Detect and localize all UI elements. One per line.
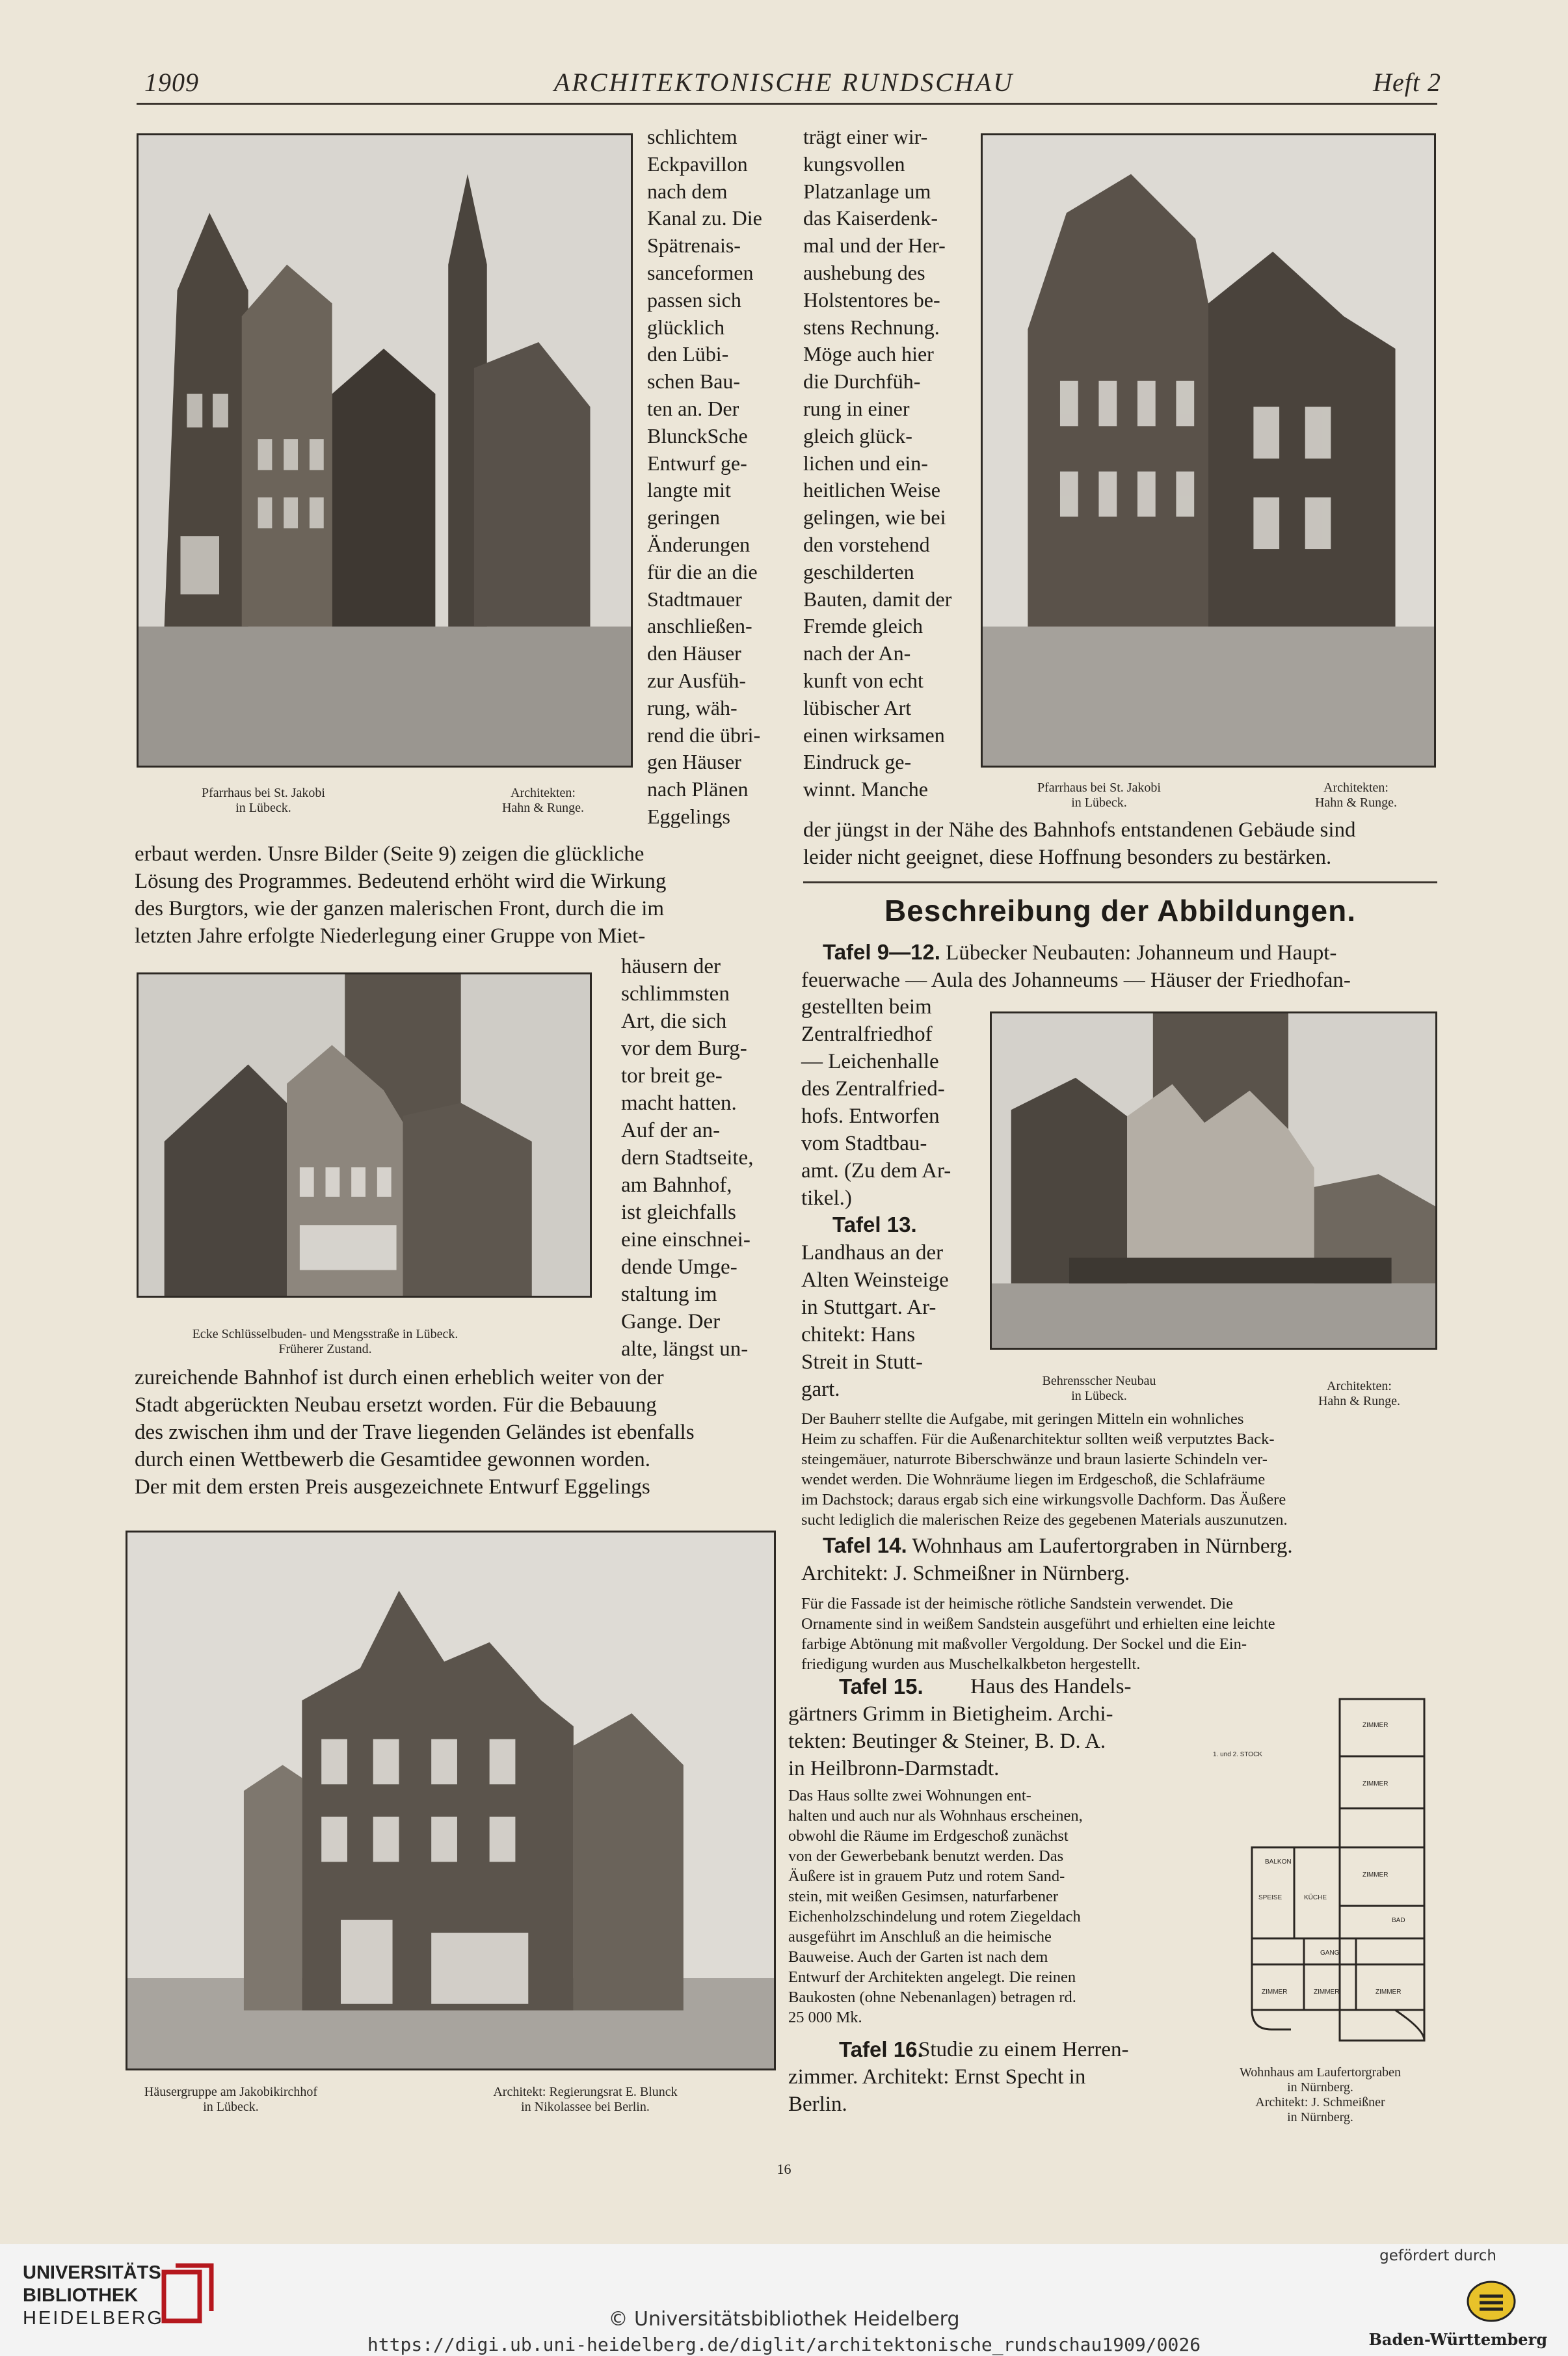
library-line-3: HEIDELBERG bbox=[23, 2308, 164, 2329]
tafel-14-description: Für die Fassade ist der heimische rötliche Sandstein verwendet. Die Ornamente sind in weißem Sandstein ausgeführt und erhielten eine leichte farbige Abtönung mit maßvoller Vergoldung. Der Sockel und die Ein- friedigung wurden aus Muschelkalkbeton hergestellt. bbox=[801, 1595, 1275, 1673]
plan-room-3: ZIMMER bbox=[1362, 1871, 1389, 1879]
plan-speise: SPEISE bbox=[1258, 1894, 1282, 1901]
tafel-9-12-cont: gestellten beim Zentralfriedhof — Leichenhalle des Zentralfried- hofs. Entworfen vom Stadtbau- amt. (Zu dem Ar- tikel.) bbox=[801, 995, 951, 1210]
header-year: 1909 bbox=[144, 68, 199, 97]
tafel-9-12-block bbox=[801, 939, 1439, 994]
tafel-14-text: Wohnhaus am Laufertorgraben in Nürnberg. bbox=[912, 1534, 1293, 1558]
caption-photo1-left: Pfarrhaus bei St. Jakobi in Lübeck. bbox=[202, 786, 325, 815]
section-rule bbox=[803, 881, 1437, 883]
tafel-13-text: Landhaus an der Alten Weinsteige in Stuttgart. Ar- chitekt: Hans Streit in Stutt- gart. bbox=[801, 1241, 949, 1401]
funded-by-label: gefördert durch bbox=[1379, 2247, 1496, 2264]
library-line-1: UNIVERSITÄTS- bbox=[23, 2262, 168, 2283]
photo-haeusergruppe-jakobikirchhof bbox=[126, 1531, 776, 2070]
page-number: 16 bbox=[777, 2161, 791, 2177]
caption-photo4-right: Architekten: Hahn & Runge. bbox=[1318, 1379, 1401, 1408]
plan-gang: GANG bbox=[1320, 1949, 1340, 1957]
footer-url-link[interactable]: https://digi.ub.uni-heidelberg.de/diglit/architektonische_rundschau1909/0026 bbox=[367, 2334, 1201, 2355]
plan-room-4: ZIMMER bbox=[1262, 1988, 1288, 1996]
tafel-16-label: Tafel 16. bbox=[839, 2037, 924, 2061]
tafel-14-line2: Architekt: J. Schmeißner in Nürnberg. bbox=[801, 1562, 1130, 1585]
header-title: ARCHITEKTONISCHE RUNDSCHAU bbox=[553, 68, 1015, 97]
caption-photo5-right: Architekt: Regierungsrat E. Blunck in Nikolassee bei Berlin. bbox=[493, 2085, 678, 2114]
plan-kueche: KÜCHE bbox=[1304, 1894, 1327, 1901]
caption-photo3: Ecke Schlüsselbuden- und Mengsstraße in Lübeck. Früherer Zustand. bbox=[192, 1327, 458, 1356]
text-para-b-full: der jüngst in der Nähe des Bahnhofs entstandenen Gebäude sind leider nicht geeignet, diese Hoffnung besonders zu bestärken. bbox=[803, 818, 1356, 869]
caption-floor-plan: Wohnhaus am Laufertorgraben in Nürnberg. Architekt: J. Schmeißner in Nürnberg. bbox=[1240, 2065, 1401, 2124]
tafel-9-12-line1: Lübecker Neubauten: Johanneum und Haupt- bbox=[946, 941, 1337, 965]
caption-photo4-left: Behrensscher Neubau in Lübeck. bbox=[1042, 1374, 1156, 1403]
text-para-a1: erbaut werden. Unsre Bilder (Seite 9) zeigen die glückliche Lösung des Programmes. Bedeutend erhöht wird die Wirkung des Burgtors, wie der ganzen malerischen Front, durch die im letzten Jahre erfolgte Niederlegung einer Gruppe von Miet- bbox=[135, 842, 667, 948]
tafel-16-text: Studie zu einem Herren- zimmer. Architekt: Ernst Specht in Berlin. bbox=[788, 2038, 1129, 2116]
plan-room-5: ZIMMER bbox=[1314, 1988, 1340, 1996]
tafel-13-label: Tafel 13. bbox=[832, 1212, 917, 1237]
plan-room-6: ZIMMER bbox=[1375, 1988, 1402, 1996]
caption-photo5-left: Häusergruppe am Jakobikirchhof in Lübeck. bbox=[144, 2085, 318, 2114]
tafel-9-12-label: Tafel 9—12. bbox=[823, 940, 940, 964]
tafel-9-12-line2: feuerwache — Aula des Johanneums — Häuser der Friedhofan- bbox=[801, 969, 1351, 992]
funder-name: Baden-Württemberg bbox=[1368, 2330, 1547, 2349]
plan-room-1: ZIMMER bbox=[1362, 1722, 1389, 1729]
floor-plan-drawing bbox=[1206, 1691, 1441, 2055]
floor-plan bbox=[1206, 1691, 1441, 2055]
library-line-2: BIBLIOTHEK bbox=[23, 2285, 139, 2306]
photo-behrensscher-neubau bbox=[990, 1011, 1437, 1350]
photo-pfarrhaus-street bbox=[137, 133, 633, 768]
text-para-a3: zureichende Bahnhof ist durch einen erheblich weiter von der Stadt abgerückten Neubau ersetzt worden. Für die Bebauung des zwischen ihm und der Trave liegenden Geländes ist ebenfalls durch einen Wettbewerb die Gesamtidee gewonnen worden. Der mit dem ersten Preis ausgezeichnete Entwurf Eggelings bbox=[135, 1366, 695, 1499]
photo-pfarrhaus-square bbox=[981, 133, 1436, 768]
section-heading: Beschreibung der Abbildungen. bbox=[884, 894, 1356, 928]
header-issue: Heft 2 bbox=[1373, 68, 1441, 97]
running-header bbox=[0, 62, 1568, 101]
text-para-a2: häusern der schlimmsten Art, die sich vor dem Burg- tor breit ge- macht hatten. Auf der an- dern Stadtseite, am Bahnhof, ist gleichfalls eine einschnei- dende Umge- staltung im Gange. Der alte, längst un- bbox=[621, 955, 754, 1361]
caption-photo2-left: Pfarrhaus bei St. Jakobi in Lübeck. bbox=[1037, 781, 1161, 810]
text-column-a: schlichtem Eckpavillon nach dem Kanal zu. Die Spätrenais- sanceformen passen sich glücklich den Lübi- schen Bau- ten an. Der BlunckSche Entwurf ge- langte mit geringen Änderungen für die an die Stadtmauer anschließen- den Häuser zur Ausfüh- rung, wäh- rend die übri- gen Häuser nach Plänen Eggelings bbox=[647, 125, 762, 828]
tafel-15-text: Haus des Handels- gärtners Grimm in Bietigheim. Archi- tekten: Beutinger & Steiner, B. D. A. in Heilbronn-Darmstadt. bbox=[788, 1675, 1132, 1780]
tafel-15-description: Das Haus sollte zwei Wohnungen ent- halten und auch nur als Wohnhaus erscheinen, obwohl die Räume im Erdgeschoß zunächst von der Gewerbebank benutzt werden. Das Äußere ist in grauem Putz und rotem Sand- stein, mit weißen Gesimsen, naturfarbener Eichenholzschindelung und rotem Ziegeldach ausgeführt im Anschluß an die heimische Bauweise. Auch der Garten ist nach dem Entwurf der Architekten angelegt. Die reinen Baukosten (ohne Nebenanlagen) betragen rd. 25 000 Mk. bbox=[788, 1787, 1083, 2026]
tafel-13-description: Der Bauherr stellte die Aufgabe, mit geringen Mitteln ein wohnliches Heim zu schaffen. Für die Außenarchitektur sollten weiß verputztes Back- steingemäuer, naturrote Biberschwänze und braun lasierte Schindeln ver- wendet werden. Die Wohnräume liegen im Erdgeschoß, die Schlafräume im Dachstock; daraus ergab sich eine wirkungsvolle Dachform. Das Äußere sucht lediglich die malerischen Reize des gegebenen Materials auszunutzen. bbox=[801, 1410, 1288, 1529]
plan-room-2: ZIMMER bbox=[1362, 1780, 1389, 1787]
tafel-14-block bbox=[801, 1532, 1442, 1587]
plan-bad: BAD bbox=[1392, 1917, 1405, 1924]
photo-schluesselbuden-corner bbox=[137, 972, 592, 1298]
caption-photo1-right: Architekten: Hahn & Runge. bbox=[501, 786, 585, 815]
plan-balkon: BALKON bbox=[1265, 1858, 1292, 1866]
tafel-15-label: Tafel 15. bbox=[839, 1674, 924, 1698]
plan-floor-label: 1. und 2. STOCK bbox=[1213, 1751, 1262, 1758]
header-rule bbox=[137, 103, 1437, 105]
caption-photo2-right: Architekten: Hahn & Runge. bbox=[1314, 781, 1398, 810]
tafel-14-label: Tafel 14. bbox=[823, 1533, 907, 1557]
footer-copyright: © Universitätsbibliothek Heidelberg bbox=[608, 2308, 960, 2331]
text-column-b: trägt einer wir- kungsvollen Platzanlage um das Kaiserdenk- mal und der Her- aushebung des Holstentores be- stens Rechnung. Möge auch hier die Durchfüh- rung in einer gleich glück- lichen und ein- heitlichen Weise gelingen, wie bei den vorstehend geschilderten Bauten, damit der Fremde gleich nach der An- kunft von echt lübischer Art einen wirksamen Eindruck ge- winnt. Manche bbox=[803, 125, 952, 801]
bw-coat-of-arms-icon bbox=[1465, 2275, 1517, 2327]
